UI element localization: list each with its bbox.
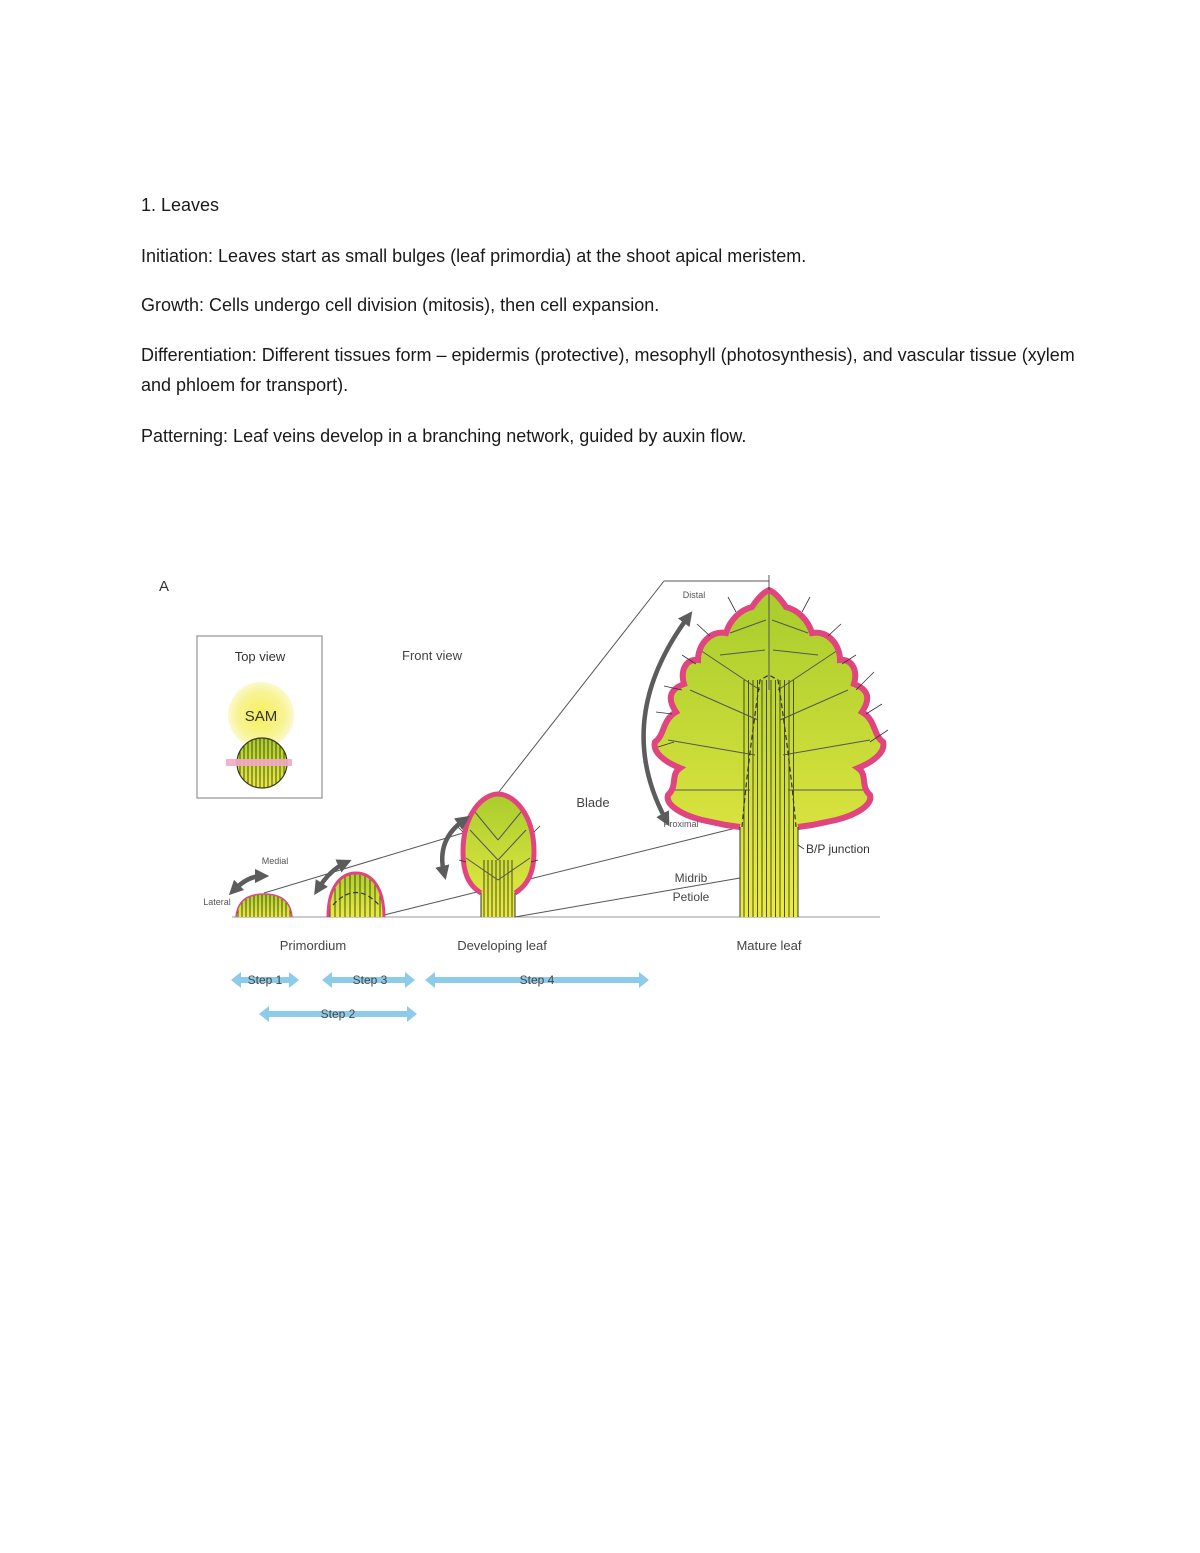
primordium-1 — [234, 892, 294, 918]
top-view-label: Top view — [234, 649, 286, 664]
bp-junction-label: B/P junction — [806, 842, 870, 856]
blade-label: Blade — [576, 795, 610, 810]
developing-leaf — [457, 790, 540, 920]
step-arrows — [231, 972, 649, 1022]
paragraph-patterning: Patterning: Leaf veins develop in a branching network, guided by auxin flow. — [141, 426, 747, 446]
lateral-label: Lateral — [203, 897, 231, 907]
sam-label: SAM — [244, 708, 278, 725]
paragraph-initiation: Initiation: Leaves start as small bulges (leaf primordia) at the shoot apical meristem. — [141, 246, 807, 266]
step-2-label: Step 2 — [320, 1007, 356, 1021]
paragraph-growth: Growth: Cells undergo cell division (mitosis), then cell expansion. — [141, 295, 660, 315]
proximal-label: Proximal — [663, 819, 699, 829]
distal-label: Distal — [682, 590, 706, 600]
panel-label: A — [159, 578, 170, 595]
paragraph-differentiation: Differentiation: Different tissues form – epidermis (protective), mesophyll (photosynthesis), and vascular tissue (xylem and phloem for transport). — [141, 345, 1075, 395]
front-view-label: Front view — [402, 648, 462, 663]
midrib-label: Midrib — [674, 871, 708, 885]
step-1-label: Step 1 — [247, 973, 283, 987]
step-3-label: Step 3 — [352, 973, 388, 987]
petiole-label: Petiole — [672, 890, 710, 904]
medial-label: Medial — [261, 856, 289, 866]
section-heading: 1. Leaves — [141, 195, 220, 215]
stage-label-primordium: Primordium — [279, 938, 347, 953]
medial-lateral-arrow — [234, 876, 262, 890]
step-4-arrow — [425, 972, 649, 988]
mature-leaf — [650, 575, 890, 920]
stage-label-mature-leaf: Mature leaf — [736, 938, 802, 953]
step-3-arrow — [322, 972, 415, 988]
primordium-2 — [326, 870, 386, 918]
stage-label-developing-leaf: Developing leaf — [457, 938, 547, 953]
step-4-label: Step 4 — [519, 973, 555, 987]
step-1-arrow — [231, 972, 299, 988]
step-2-arrow — [259, 1006, 417, 1022]
section-line — [226, 759, 292, 766]
